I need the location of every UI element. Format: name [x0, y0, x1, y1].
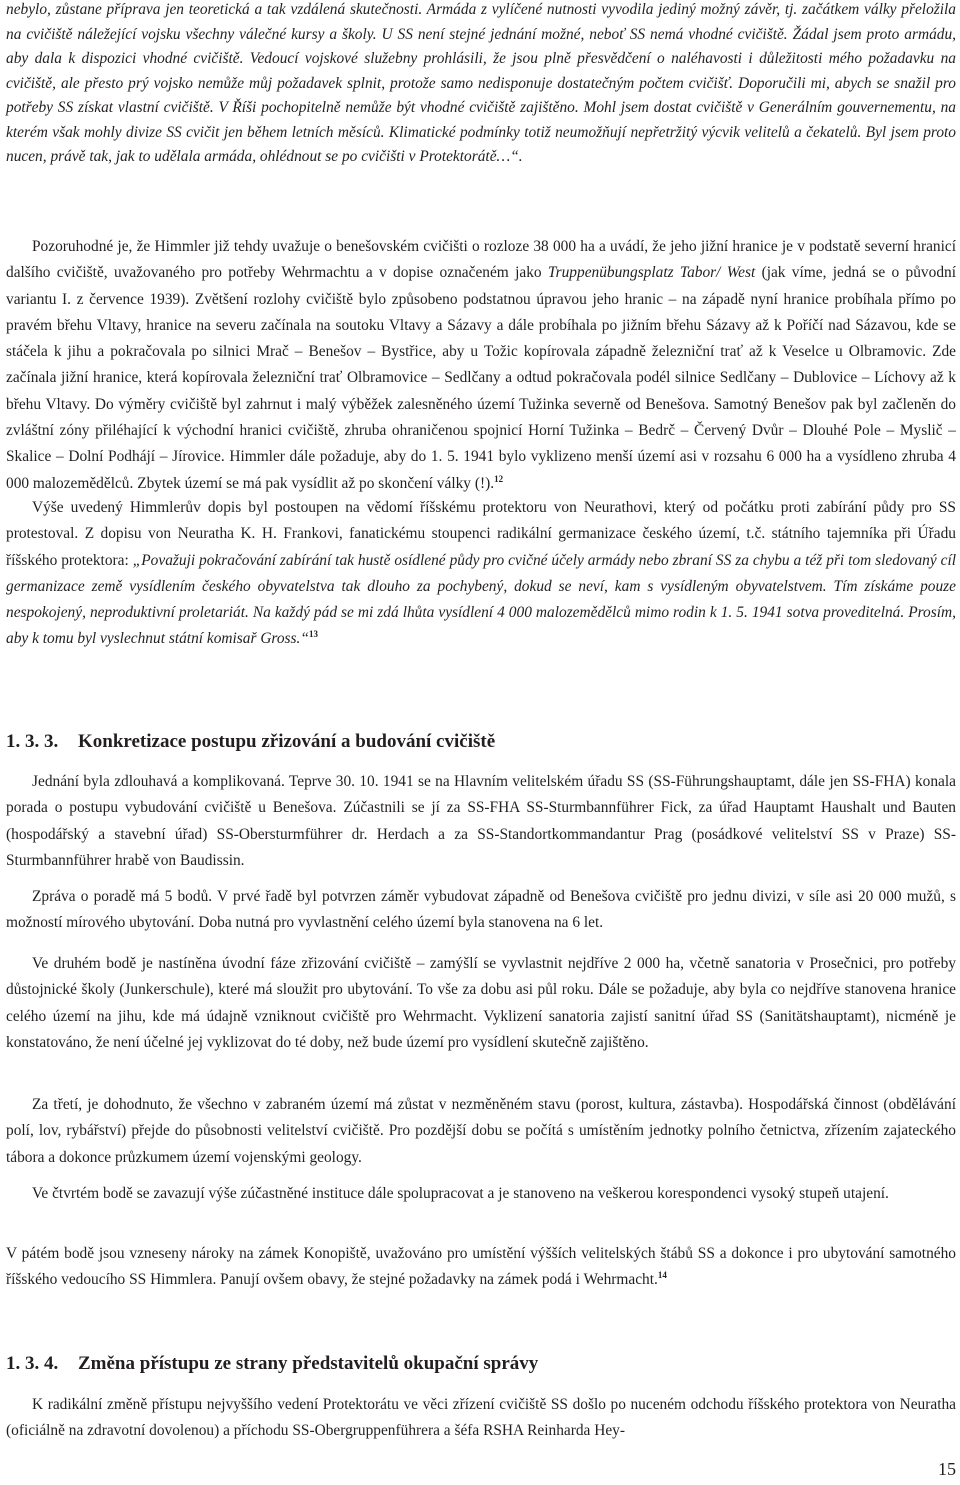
footnote-ref-13: 13 — [308, 629, 318, 640]
section-title: Konkretizace postupu zřizování a budování cvičiště — [78, 731, 496, 752]
section-heading-1-3-4 — [6, 1353, 538, 1375]
paragraph-italic-quote: „Považuji pokračování zabírání tak hustě osídlené půdy pro cvičné účely armády nebo zbraní SS za chybu a též při tom sledovaný cíl germanizace země vysídlením českého obyvatelstva tak dlouho za pochybený, dokud se neví, kam s vysídleným obyvatelstvem. Tím získáme pouze nespokojený, neproduktivní proletariát. Na každý pád se mi zdá lhůta vysídlení 4 000 malozemědělců mimo rodin k 1. 5. 1941 sotva proveditelná. Prosím, aby k tomu byl vyslechnut státní komisař Gross.“ — [6, 551, 956, 648]
section-heading-1-3-3 — [6, 731, 495, 753]
paragraph-report-point-2: Ve druhém bodě je nastíněna úvodní fáze zřizování cvičiště – zamýšlí se vyvlastnit nejdříve 2 000 ha, včetně sanatoria v Prosečnici, pro potřeby důstojnické školy (Junkerschule), které má sloužit pro ubytování. To vše za dobu asi půl roku. Dále se požaduje, aby byla co nejdříve stanovena hranice celého území na jihu, kde má údajně vzniknout cvičiště pro Wehrmacht. Vyklizení sanatoria zajistí sanitní úřad SS (Sanitätshauptamt), nicméně je konstatováno, že není účelné jej vyklizovat do té doby, než bude území pro vysídlení skutečně zajištěno. — [6, 955, 956, 1051]
footnote-ref-12: 12 — [494, 473, 504, 484]
paragraph-text: V pátém bodě jsou vzneseny nároky na zámek Konopiště, uvažováno pro umístění výšších velitelských štábů SS a dokonce i pro ubytování samotného říšského vedoucího SS Himmlera. Panují ovšem obavy, že stejné požadavky na zámek podá i Wehrmacht. — [6, 1245, 956, 1289]
paragraph-italic-term: Truppenübungsplatz Tabor/ West — [547, 264, 756, 282]
paragraph-text: (jak víme, jedná se o původní variantu I. z července 1939). Zvětšení rozlohy cvičiště bylo způsobeno podstatnou úpravou jeho hranic – na západě nyní hranice probíhala přímo po pravém břehu Vltavy, hranice na severu začínala na soutoku Vltavy a Sázavy a dále probíhala po jižním břehu Sázavy až k Poříčí nad Sázavou, kde se stáčela k jihu a pokračovala po silnici Mrač – Benešov – Bystřice, aby u Tožic kopírovala západně železniční trať až k Veselce u Olbramovic. Zde začínala jižní hranice, která kopírovala železniční trať Olbramovice – Sedlčany a odtud pokračovala podél silnice Sedlčany – Dublovice – Líchovy až k břehu Vltavy. Do výměry cvičiště byl zahrnut i malý výběžek zalesněného území Tužinka severně od Benešova. Samotný Benešov pak byl začleněn do zvláštní zóny přiléhající k východní hranici cvičiště, zhruba ohraničenou spojnicí Horní Tužinka – Bedrč – Červený Dvůr – Dlouhé Pole – Myslič – Skalice – Dolní Podhájí – Jírovice. Himmler dále požaduje, aby do 1. 5. 1941 bylo vyklizeno menší území asi v rozsahu 6 000 ha a vysídleno zhruba 4 000 malozemědělců. Zbytek území se má pak vysídlit až po skončení války (!). — [6, 264, 956, 492]
footnote-ref-14: 14 — [657, 1270, 667, 1281]
paragraph-report-point-1: Zpráva o poradě má 5 bodů. V prvé řadě byl potvrzen záměr vybudovat západně od Benešova cvičiště pro jednu divizi, v síle asi 20 000 mužů, s možností mírového ubytování. Doba nutná pro vyvlastnění celého území byla stanovena na 6 let. — [6, 888, 956, 932]
section-title: Změna přístupu ze strany představitelů okupační správy — [78, 1353, 539, 1374]
paragraph-himmler-boundaries — [6, 234, 956, 497]
paragraph-occupation-change: K radikální změně přístupu nejvyššího vedení Protektorátu ve věci zřízení cvičiště SS došlo po nuceném odchodu říšského protektora von Neuratha (oficiálně na zdravotní dovolenou) a příchodu SS-Obergruppenführera a šéfa RSHA Reinharda Hey- — [6, 1396, 956, 1440]
section-number: 1. 3. 4. — [6, 1353, 59, 1374]
paragraph-text: Pozoruhodné je, že Himmler již tehdy uvažuje o benešovském cvičišti o rozloze 38 000 ha a uvádí, že jeho jižní hranice je v podstatě severní hranicí dalšího cvičiště, uvažovaného pro potřeby Wehrmachtu a v dopise označeném jako — [6, 238, 956, 282]
page-number: 15 — [938, 1459, 956, 1479]
paragraph-report-point-4: Ve čtvrtém bodě se zavazují výše zúčastněné instituce dále spolupracovat a je stanoveno na veškerou korespondenci vysoký stupeň utajení. — [32, 1185, 889, 1202]
paragraph-meeting: Jednání byla zdlouhavá a komplikovaná. Teprve 30. 10. 1941 se na Hlavním velitelském úřadu SS (SS-Führungshauptamt, dále jen SS-FHA) konala porada o postupu vybudování cvičiště u Benešova. Zúčastnili se jí za SS-FHA SS-Sturmbannführer Fick, za úřad Hauptamt Haushalt und Bauten (hospodářský a stavební úřad) SS-Obersturmführer dr. Herdach a za SS-Standortkommandantur Prag (posádkové velitelství SS v Praze) SS-Sturmbannführer hrabě von Baudissin. — [6, 773, 956, 869]
paragraph-neurath-letter — [6, 495, 956, 653]
section-number: 1. 3. 3. — [6, 731, 59, 752]
paragraph-text: Výše uvedený Himmlerův dopis byl postoupen na vědomí říšskému protektoru von Neurathovi, který od počátku proti zabírání půdy pro SS protestoval. Z dopisu von Neuratha K. H. Frankovi, fanatickému stoupenci radikální germanizace českého území, t.č. státního tajemníka při Úřadu říšského protektora: — [6, 499, 956, 569]
paragraph-report-point-5 — [6, 1241, 956, 1294]
paragraph-report-point-3: Za třetí, je dohodnuto, že všechno v zabraném území má zůstat v nezměněném stavu (porost, kultura, zástavba). Hospodářská činnost (obdělávání polí, lov, rybářství) přejde do působnosti velitelství cvičiště. Pro pozdější dobu se počítá s umístěním jednotky polního četnictva, zřízením zajateckého tábora a dokonce průzkumem území vojenskými geology. — [6, 1096, 956, 1166]
quoted-letter-continuation: nebylo, zůstane příprava jen teoretická a tak vzdálená skutečnosti. Armáda z vylíčené nutnosti vyvodila jediný možný závěr, tj. začátkem války přeložila na cvičiště náležející vojsku všechny válečné kursy a školy. U SS není stejné jednání možné, neboť SS nemá vhodné cvičiště. Žádal jsem proto armádu, aby dala k dispozici vhodné cvičiště. Vedoucí vojskové služebny prohlásili, že jsou plně přesvědčení o naléhavosti i důležitosti mého požadavku na cvičiště, ale přesto prý vojsko nemůže můj požadavek splnit, protože samo nedisponuje dostatečným počtem cvičišť. Doporučili mi, abych se snažil pro potřeby SS získat vlastní cvičiště. V Říši pochopitelně nemůže být vhodné cvičiště zajištěno. Mohl jsem dostat cvičiště v Generálním gouvernementu, na kterém však mohly divize SS cvičit jen během letních měsíců. Klimatické podmínky totiž neumožňují nepřetržitý výcvik velitelů a čekatelů. Byl jsem proto nucen, právě tak, jak to udělala armáda, ohlédnout se po cvičišti v Protektorátě…“. — [6, 1, 956, 165]
